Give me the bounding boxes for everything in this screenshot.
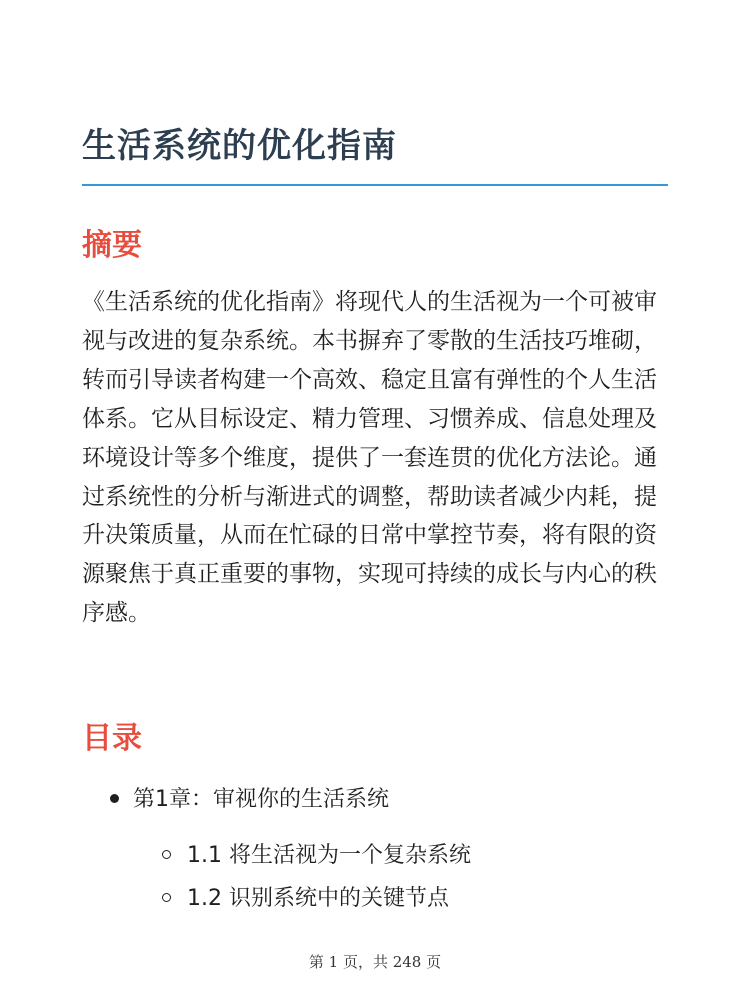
bullet-circle-icon xyxy=(162,893,171,902)
title-divider xyxy=(82,184,668,186)
document-title: 生活系统的优化指南 xyxy=(82,126,397,166)
toc-section-label: 1.1 将生活视为一个复杂系统 xyxy=(187,843,471,868)
abstract-paragraph: 《生活系统的优化指南》将现代人的生活视为一个可被审视与改进的复杂系统。本书摒弃了零散的生活技巧堆砌，转而引导读者构建一个高效、稳定且富有弹性的个人生活体系。它从目标设定、精力管理、习惯养成、信息处理及环境设计等多个维度，提供了一套连贯的优化方法论。通过系统性的分析与渐进式的调整，帮助读者减少内耗，提升决策质量，从而在忙碌的日常中掌控节奏，将有限的资源聚焦于真正重要的事物，实现可持续的成长与内心的秩序感。 xyxy=(82,289,657,627)
toc-section-item[interactable] xyxy=(162,838,471,869)
toc-heading: 目录 xyxy=(82,721,142,756)
toc-section-label: 1.2 识别系统中的关键节点 xyxy=(187,886,449,911)
toc-section-item[interactable] xyxy=(162,881,449,912)
abstract-heading: 摘要 xyxy=(82,228,142,263)
toc-chapter-label: 第1章：审视你的生活系统 xyxy=(133,787,389,812)
page-number-footer: 第 1 页，共 248 页 xyxy=(308,953,442,971)
toc-chapter-item[interactable] xyxy=(110,782,389,813)
bullet-circle-icon xyxy=(162,850,171,859)
bullet-disc-icon xyxy=(110,794,119,803)
